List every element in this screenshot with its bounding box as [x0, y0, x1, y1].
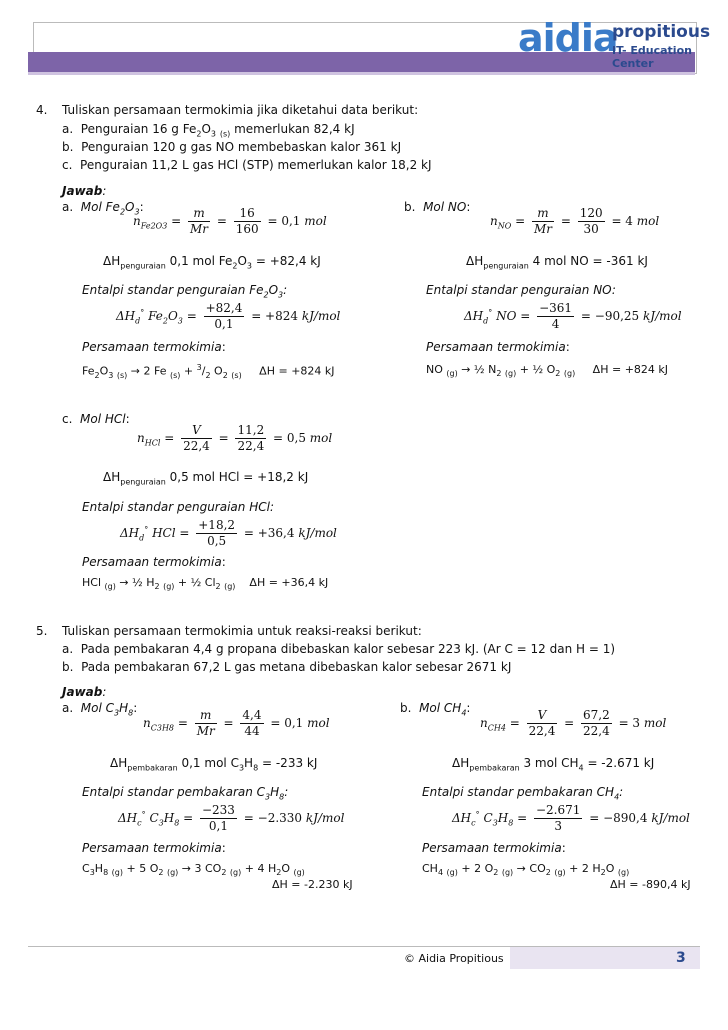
q4c-entalpi-label: Entalpi standar penguraian HCl:: [82, 500, 274, 514]
q5b-entalpi-label: Entalpi standar pembakaran $CH_4$:: [422, 785, 624, 802]
q5-question: Tuliskan persamaan termokimia untuk reaksi-reaksi berikut:: [62, 624, 422, 638]
q4c-persamaan-label: Persamaan termokimia:: [82, 555, 226, 569]
brand-name: propitious: [612, 22, 711, 42]
q4a-reaction: $Fe_2O_3$ $_{(s)}$ → 2 Fe $_{(s)} + ^3/_2$ $O_2$ $_{(s)}$ ΔH = +824 kJ: [82, 363, 335, 380]
q5b-heading: b. Mol $CH_4$:: [400, 701, 471, 718]
q5a-entalpi-formula: $\Delta H_c^\circ$ $C_3H_8$ = $\frac{-233}{0,1}$ = −2.330 kJ/mol: [118, 803, 345, 833]
q4-number: 4.: [36, 103, 48, 117]
q5-number: 5.: [36, 624, 48, 638]
q4-item-c: c. Penguraian 11,2 L gas HCl (STP) memerlukan kalor 18,2 kJ: [62, 158, 432, 172]
q5-item-a: a. Pada pembakaran 4,4 g propana dibebaskan kalor sebesar 223 kJ. (Ar C = 12 dan H = 1): [62, 642, 616, 656]
footer-page-box: [510, 947, 700, 969]
q4b-mol-formula: $n_{NO}$ = $\frac{m}{Mr}$ = $\frac{120}{30}$ = 4 mol: [490, 206, 660, 236]
q5b-delta-h-result: ΔH = -890,4 kJ: [610, 878, 691, 891]
q4-question: Tuliskan persamaan termokimia jika diketahui data berikut:: [62, 103, 419, 117]
q4b-entalpi-label: Entalpi standar penguraian NO:: [426, 283, 616, 297]
footer-copyright: © Aidia Propitious: [404, 952, 504, 965]
q4-item-a: a. Penguraian 16 g $Fe_2O_3$ $_{(s)}$ memerlukan 82,4 kJ: [62, 122, 355, 139]
q4b-heading: b. Mol NO:: [404, 200, 471, 214]
q4a-entalpi-formula: $\Delta H_d^\circ$ $Fe_2O_3$ = $\frac{+82,4}{0,1}$ = +824 kJ/mol: [116, 301, 341, 331]
q4c-reaction: HCl $_{(g)}$ → ½ $H_2$ $_{(g)}$ + ½ $Cl_2$ $_{(g)}$ ΔH = +36,4 kJ: [82, 576, 329, 592]
q5b-persamaan-label: Persamaan termokimia:: [422, 841, 566, 855]
q5a-delta-h: $\Delta H_{pembakaran}$ 0,1 mol $C_3H_8 = -233$ kJ: [110, 756, 318, 773]
q4c-entalpi-formula: $\Delta H_d^\circ$ HCl = $\frac{+18,2}{0,5}$ = +36,4 kJ/mol: [120, 518, 337, 548]
q5a-reaction: $C_3H_8$ $_{(g)}$ + 5 $O_2$ $_{(g)}$ → 3 $CO_2$ $_{(g)}$ + 4 $H_2O$ $_{(g)}$: [82, 862, 305, 878]
q4c-mol-formula: $n_{HCl}$ = $\frac{V}{22,4}$ = $\frac{11,2}{22,4}$ = 0,5 mol: [137, 423, 333, 453]
q5b-mol-formula: $n_{CH4}$ = $\frac{V}{22,4}$ = $\frac{67,2}{22,4}$ = 3 mol: [480, 708, 667, 738]
q4b-entalpi-formula: $\Delta H_d^\circ$ NO = $\frac{-361}{4}$ = −90,25 kJ/mol: [464, 301, 682, 331]
q4c-heading: c. Mol HCl:: [62, 412, 130, 426]
q4b-persamaan-label: Persamaan termokimia:: [426, 340, 570, 354]
q5b-delta-h: $\Delta H_{pembakaran}$ 3 mol $CH_4 = -2.671$ kJ: [452, 756, 655, 773]
q4c-delta-h: $\Delta H_{penguraian}$ 0,5 mol HCl = +18,2 kJ: [103, 470, 309, 487]
q5a-delta-h-result: ΔH = -2.230 kJ: [272, 878, 353, 891]
q5-jawab: Jawab:: [62, 685, 107, 699]
q4-jawab: Jawab:: [62, 184, 107, 198]
q4a-persamaan-label: Persamaan termokimia:: [82, 340, 226, 354]
page-number: 3: [676, 950, 686, 966]
q4-item-b: b. Penguraian 120 g gas NO membebaskan kalor 361 kJ: [62, 140, 402, 154]
q5a-heading: a. Mol $C_3H_8$:: [62, 701, 138, 718]
q4a-entalpi-label: Entalpi standar penguraian $Fe_2O_3$:: [82, 283, 288, 300]
q5b-entalpi-formula: $\Delta H_c^\circ$ $C_3H_8$ = $\frac{-2.671}{3}$ = −890,4 kJ/mol: [452, 803, 690, 833]
q5-item-b: b. Pada pembakaran 67,2 L gas metana dibebaskan kalor sebesar 2671 kJ: [62, 660, 512, 674]
q4b-delta-h: $\Delta H_{penguraian}$ 4 mol NO = -361 kJ: [466, 254, 648, 271]
brand-logo: aidia: [518, 16, 618, 60]
q5a-mol-formula: $n_{C3H8}$ = $\frac{m}{Mr}$ = $\frac{4,4}{44}$ = 0,1 mol: [143, 708, 330, 738]
q4b-reaction: NO $_{(g)}$ → ½ $N_2$ $_{(g)}$ + ½ $O_2$ $_{(g)}$ ΔH = +824 kJ: [426, 363, 669, 379]
q4a-mol-formula: $n_{Fe2O3}$ = $\frac{m}{Mr}$ = $\frac{16}{160}$ = 0,1 mol: [133, 206, 327, 236]
q5a-persamaan-label: Persamaan termokimia:: [82, 841, 226, 855]
q4a-delta-h: $\Delta H_{penguraian}$ 0,1 mol $Fe_2O_3 = +82,4$ kJ: [103, 254, 321, 271]
header-bar-shadow: [28, 72, 695, 75]
q4a-heading: a. Mol $Fe_2O_3$:: [62, 200, 144, 217]
brand-tagline: IT- Education Center: [612, 44, 692, 70]
q5b-reaction: $CH_4$ $_{(g)}$ + 2 $O_2$ $_{(g)} \to CO_2$ $_{(g)}$ + 2 $H_2O$ $_{(g)}$: [422, 862, 630, 878]
q5a-entalpi-label: Entalpi standar pembakaran $C_3H_8$:: [82, 785, 289, 802]
